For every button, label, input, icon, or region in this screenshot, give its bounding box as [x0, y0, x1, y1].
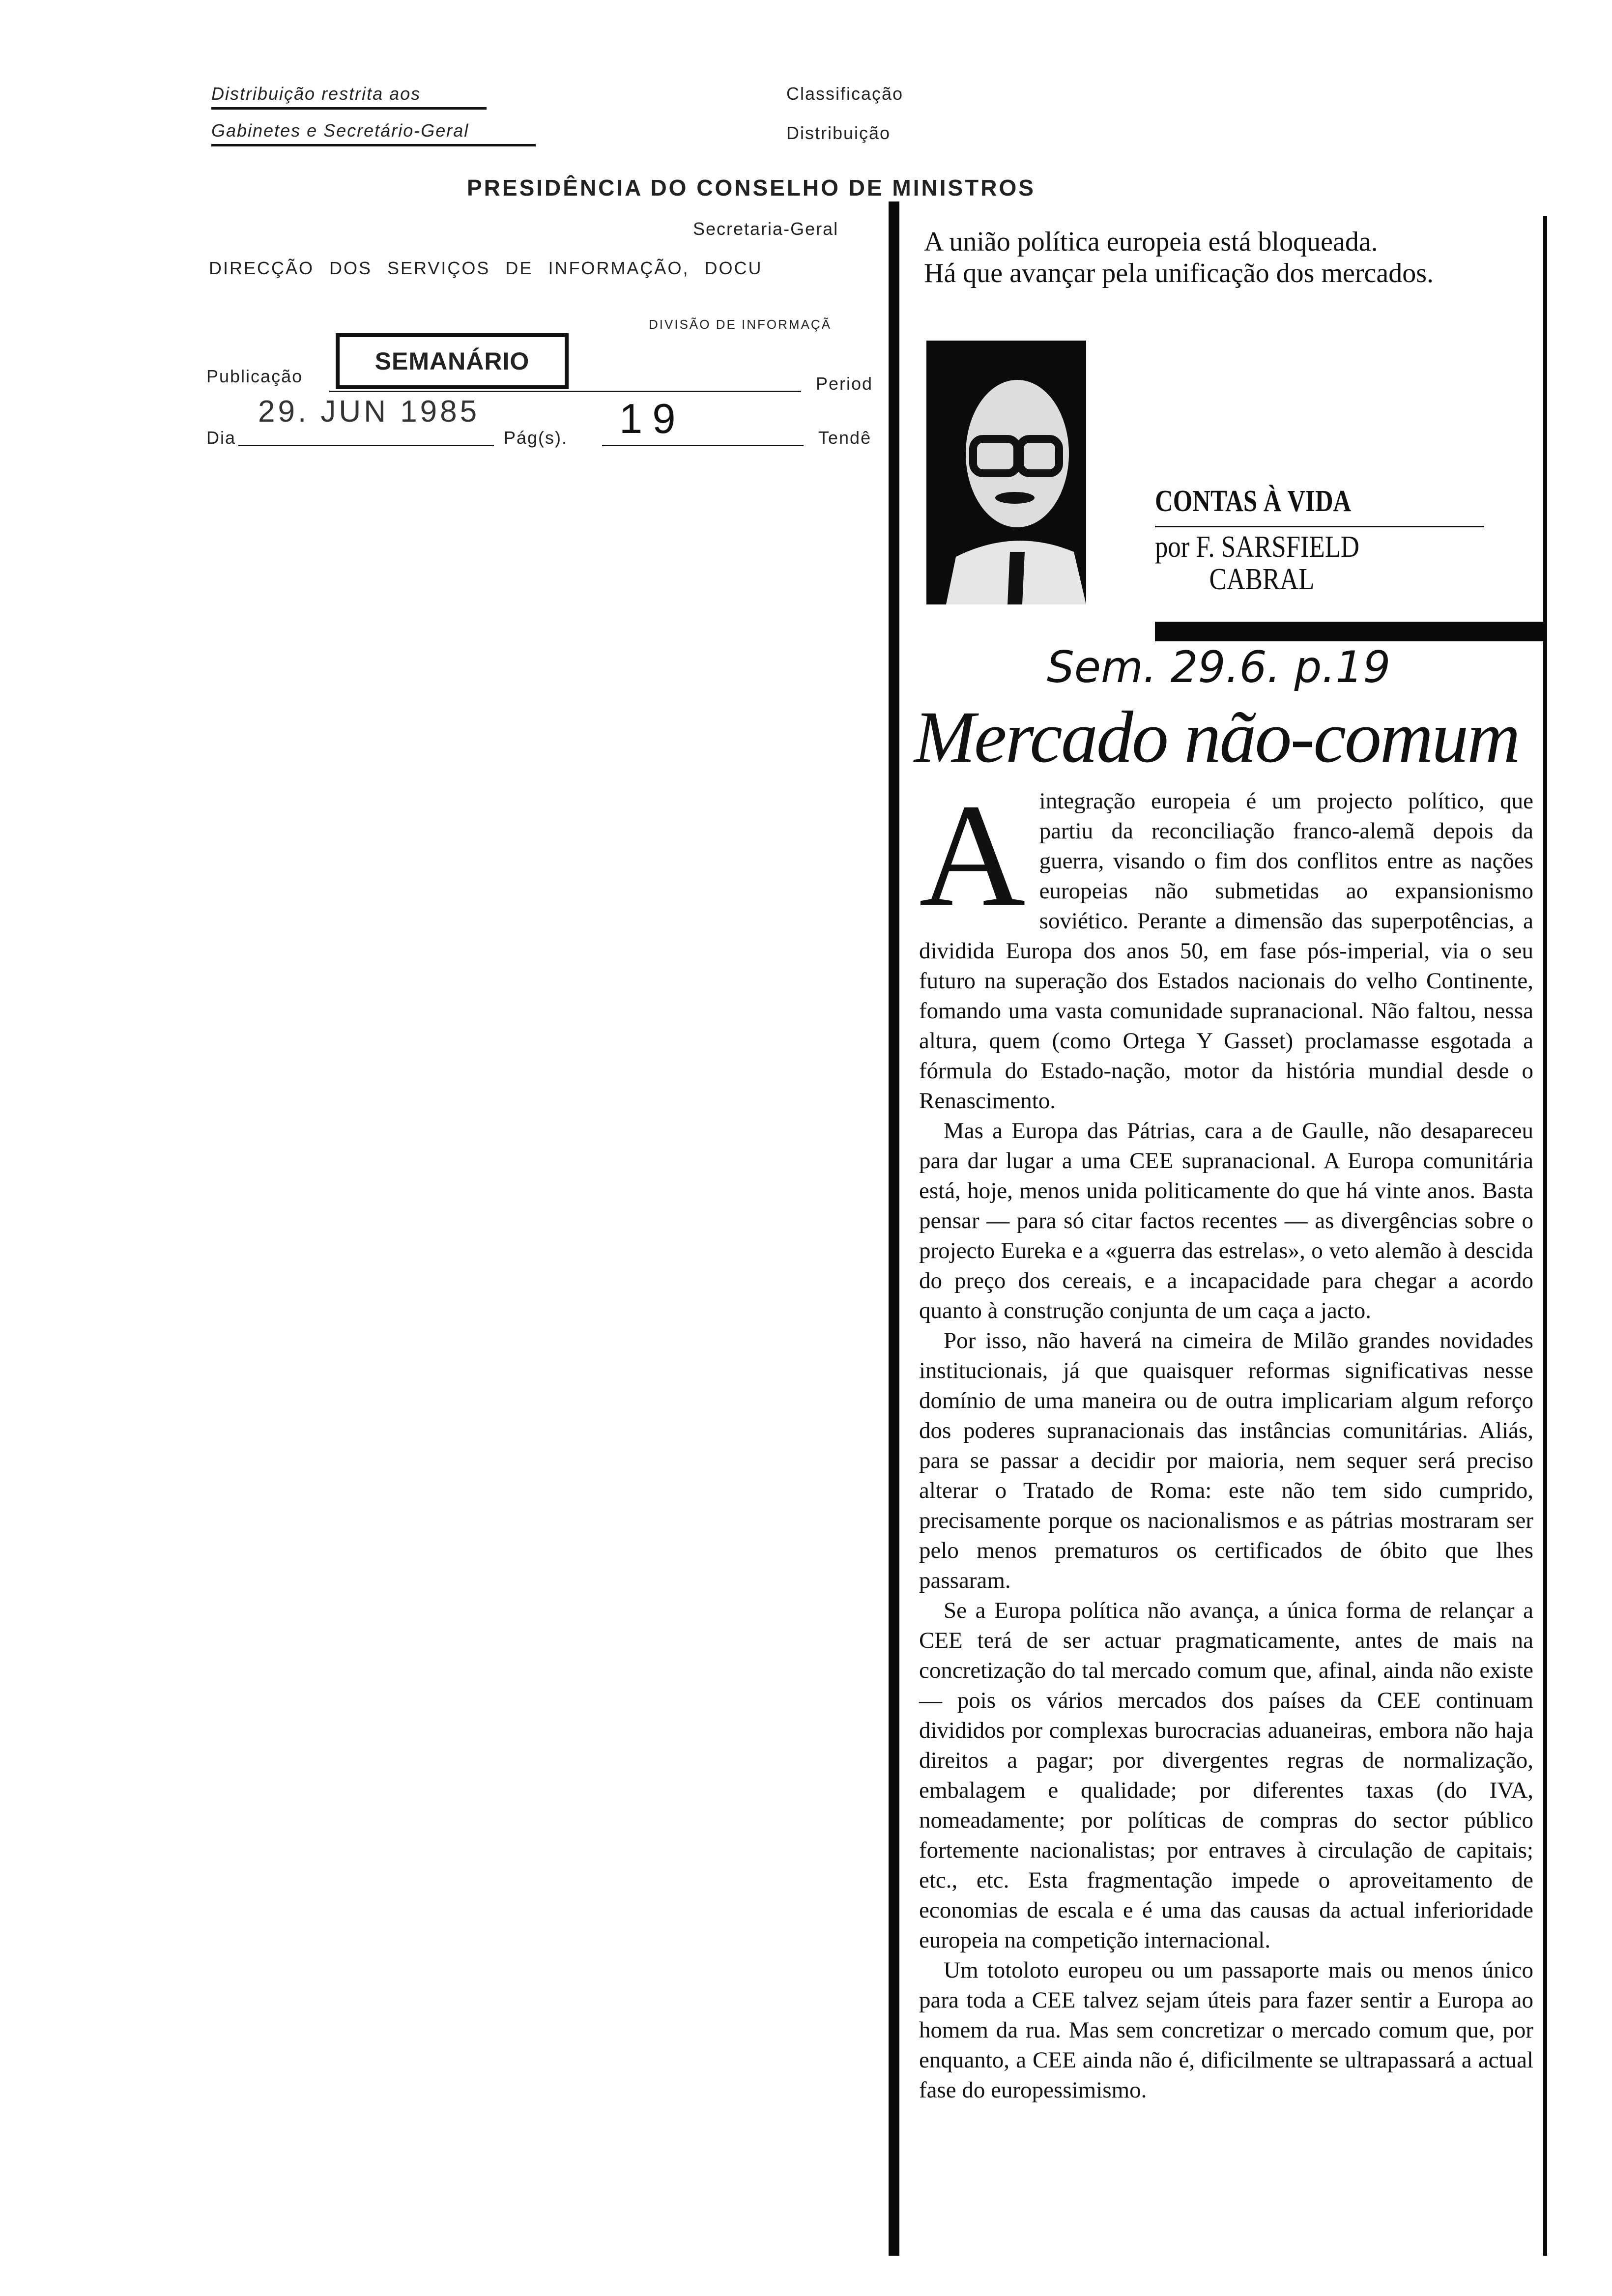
pages-label: Pág(s).: [504, 428, 568, 448]
column-rule: [1155, 526, 1484, 527]
clipping-left-border: [889, 201, 899, 2256]
secretariat-label: Secretaria-Geral: [693, 219, 839, 239]
restriction-line-1: Distribuição restrita aos: [211, 84, 487, 110]
deck-line-2: Há que avançar pela unificação dos mercados.: [924, 258, 1434, 288]
tendency-label: Tendê: [818, 428, 872, 448]
drop-cap: A: [919, 774, 1026, 937]
paragraph-4: Se a Europa política não avança, a única forma de relançar a CEE terá de ser actuar pragmaticamente, antes de mais na concretização do tal mercado comum que, afinal, ainda não existe — pois os vários mercados dos países da CEE continuam divididos por complexas burocracias aduaneiras, embora não haja direitos a pagar; por divergentes regras de normalização, embalagem e qualidade; por diferentes taxas (do IVA, nomeadamente; por políticas de compras do sector público fortemente nacionalistas; por entraves à circulação de capitais; etc., etc. Esta fragmentação impede o aproveitamento de economias de escala e é uma das causas da actual inferioridade europeia na competição internacional.: [919, 1598, 1533, 1953]
presidency-heading: PRESIDÊNCIA DO CONSELHO DE MINISTROS: [467, 175, 1036, 201]
date-stamp: 29. JUN 1985: [258, 395, 480, 429]
distribution-label: Distribuição: [786, 123, 891, 143]
handwritten-annotation: Sem. 29.6. p.19: [1047, 642, 1391, 692]
restriction-line-2: Gabinetes e Secretário-Geral: [211, 120, 536, 146]
publication-stamp: [336, 333, 569, 389]
pages-value: 19: [619, 396, 686, 442]
author-portrait-image: [926, 341, 1086, 604]
deck-line-1: A união política europeia está bloqueada.: [924, 227, 1378, 257]
heading-bar: [1155, 622, 1546, 641]
publication-stamp-text: SEMANÁRIO: [374, 347, 530, 375]
period-label: Period: [816, 373, 873, 394]
publication-label: Publicação: [206, 366, 303, 386]
publication-field-line: [329, 391, 801, 392]
day-label: Dia: [206, 428, 236, 448]
byline: [1155, 531, 1359, 596]
author-photo: [926, 341, 1086, 604]
day-field-line: [238, 445, 494, 446]
article-title: Mercado não-comum: [914, 696, 1519, 778]
column-name: CONTAS À VIDA: [1155, 485, 1352, 518]
directorate-label: DIRECÇÃO DOS SERVIÇOS DE INFORMAÇÃO, DOCU: [209, 258, 763, 278]
paragraph-3: Por isso, não haverá na cimeira de Milão grandes novidades institucionais, já que quaisquer reformas significativas nesse domínio de uma maneira ou de outra implicariam algum reforço dos poderes supranacionais das instâncias comunitárias. Aliás, para se passar a decidir por maioria, nem sequer será preciso alterar o Tratado de Roma: este não tem sido cumprido, precisamente porque os nacionalismos e as pátrias mostraram ser pelo menos prematuros os certificados de óbito que lhes passaram.: [919, 1328, 1533, 1593]
article-body: [919, 774, 1533, 2105]
article-deck: [924, 226, 1434, 289]
byline-line-2: CABRAL: [1209, 563, 1315, 596]
paragraph-5: Um totoloto europeu ou um passaporte mais ou menos único para toda a CEE talvez sejam úteis para fazer sentir a Europa ao homem da rua. Mas sem concretizar o mercado comum que, por enquanto, a CEE ainda não é, dificilmente se ultrapassará a actual fase do europessimismo.: [919, 1957, 1533, 2103]
paragraph-2: Mas a Europa das Pátrias, cara a de Gaulle, não desapareceu para dar lugar a uma CEE supranacional. A Europa comunitária está, hoje, menos unida politicamente do que há vinte anos. Basta pensar — para só citar factos recentes — as divergências sobre o projecto Eureka e a «guerra das estrelas», o veto alemão à descida do preço dos cereais, e a incapacidade para chegar a acordo quanto à construção conjunta de um caça a jacto.: [919, 1118, 1533, 1323]
division-label: DIVISÃO DE INFORMAÇÃ: [649, 317, 832, 332]
pages-field-line: [602, 445, 804, 446]
byline-line-1: por F. SARSFIELD: [1155, 530, 1359, 564]
clipping-right-border: [1543, 216, 1547, 2256]
classification-label: Classificação: [786, 84, 904, 104]
paragraph-1: Aintegração europeia é um projecto político, que partiu da reconciliação franco-alemã depois da guerra, visando o fim dos conflitos entre as nações europeias não submetidas ao expansionismo soviético. Perante a dimensão das superpotências, a dividida Europa dos anos 50, em fase pós-imperial, via o seu futuro na superação dos Estados nacionais do velho Continente, fomando uma vasta comunidade supranacional. Não faltou, nessa altura, quem (como Ortega Y Gasset) proclamasse esgotada a fórmula do Estado-nação, motor da história mundial desde o Renascimento.: [919, 774, 1533, 1114]
